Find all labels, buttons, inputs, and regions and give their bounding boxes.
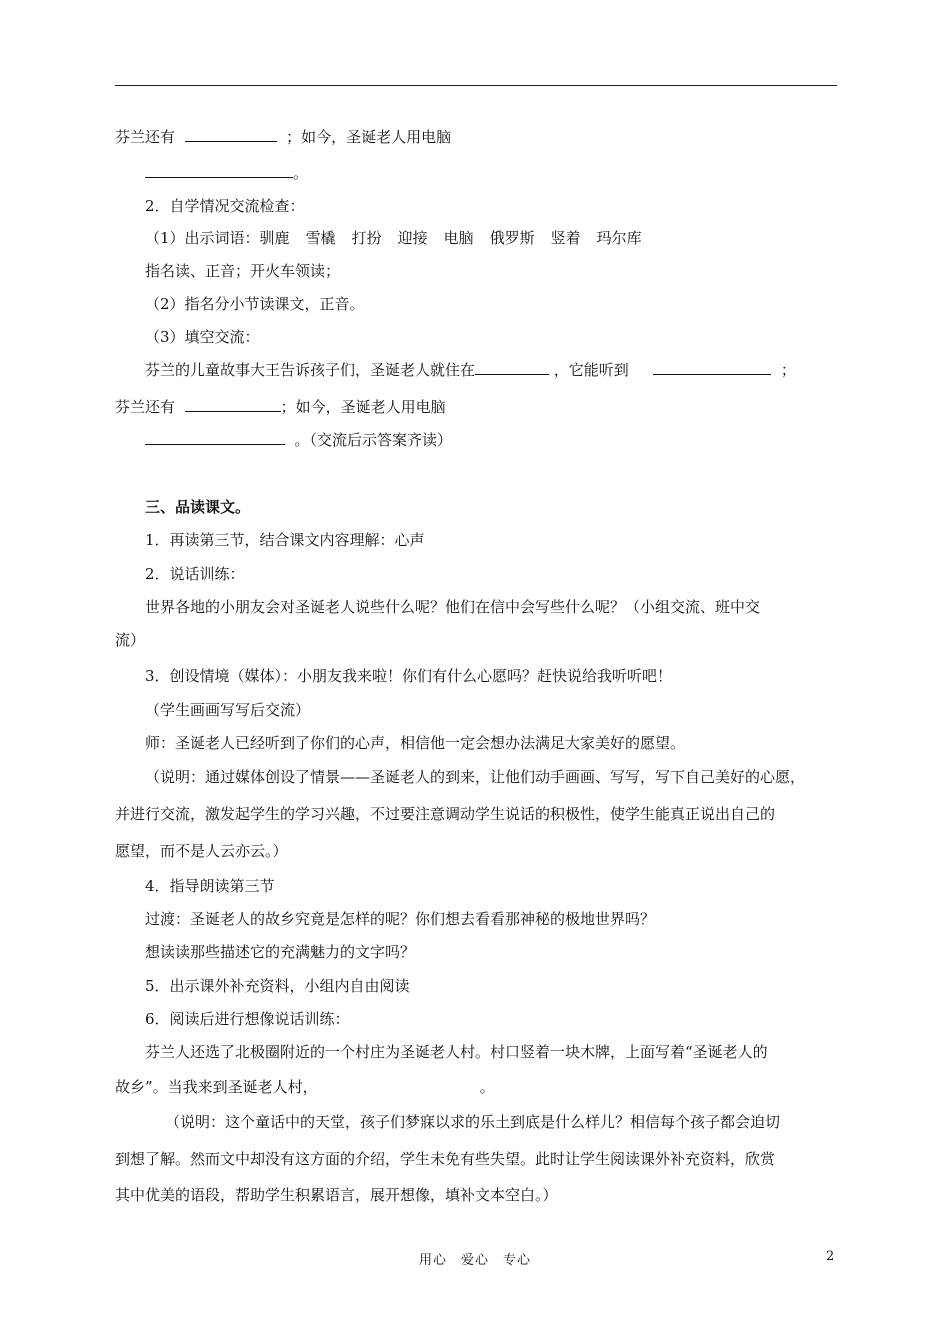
blank-field[interactable]	[145, 163, 293, 178]
text-line: 2．说话训练：	[145, 565, 245, 583]
text-line: 过渡：圣诞老人的故乡究竟是怎样的呢？你们想去看看那神秘的极地世界吗？	[145, 910, 656, 928]
text-line: 指名读、正音；开火车领读；	[145, 262, 341, 280]
text-line: 6．阅读后进行想像说话训练：	[145, 1010, 350, 1028]
text-line: 1．再读第三节，结合课文内容理解：心声	[145, 531, 425, 549]
text-line: 芬兰人还选了北极圈附近的一个村庄为圣诞老人村。村口竖着一块木牌，上面写着“圣诞老人的	[145, 1043, 768, 1061]
blank-field[interactable]	[185, 127, 277, 142]
vocab-line: （1）出示词语：驯鹿 雪橇 打扮 迎接 电脑 俄罗斯 竖着 玛尔库	[145, 229, 642, 247]
text-line: （2）指名分小节读课文，正音。	[145, 295, 365, 313]
note-line: （说明：这个童话中的天堂，孩子们梦寐以求的乐土到底是什么样儿？相信每个孩子都会迫切	[165, 1113, 781, 1131]
note-line: 并进行交流，激发起学生的学习兴趣，不过要注意调动学生说话的积极性，使学生能真正说出自己的	[115, 805, 776, 823]
line-computer-blank: 。	[145, 163, 308, 183]
note-line: （说明：通过媒体创设了情景——圣诞老人的到来，让他们动手画画、写写，写下自己美好的心愿，	[145, 768, 806, 786]
line-finland-1: 芬兰还有 ；如今，圣诞老人用电脑	[115, 128, 452, 146]
text-line: 师：圣诞老人已经听到了你们的心声，相信他一定会想办法满足大家美好的愿望。	[145, 734, 686, 752]
fill-blank-line-3: 。（交流后示答案齐读）	[145, 430, 452, 450]
text-line: 3．创设情境（媒体）：小朋友我来啦！你们有什么心愿吗？赶快说给我听听吧！	[145, 667, 673, 685]
text-line: 4．指导朗读第三节	[145, 877, 275, 895]
section-heading-3: 三、品读课文。	[145, 498, 251, 516]
text-line: 5．出示课外补充资料，小组内自由阅读	[145, 977, 410, 995]
note-line: 其中优美的语段，帮助学生积累语言，展开想像，填补文本空白。）	[115, 1186, 558, 1204]
page-number: 2	[826, 1249, 835, 1264]
fill-blank-line-4: 故乡”。当我来到圣诞老人村， 。	[115, 1078, 495, 1096]
blank-field[interactable]	[475, 360, 549, 375]
header-rule	[115, 85, 837, 86]
note-line: 愿望，而不是人云亦云。）	[115, 842, 288, 860]
fill-blank-line-2: 芬兰还有 ；如今，圣诞老人用电脑	[115, 398, 446, 416]
text-line: 想读读那些描述它的充满魅力的文字吗？	[145, 943, 416, 961]
text-line: 世界各地的小朋友会对圣诞老人说些什么呢？他们在信中会写些什么呢？（小组交流、班中交	[145, 598, 761, 616]
text-line: （学生画画写写后交流）	[145, 701, 311, 719]
note-line: 到想了解。然而文中却没有这方面的介绍，学生未免有些失望。此时让学生阅读课外补充资料，欣赏	[115, 1150, 776, 1168]
text-line: （3）填空交流：	[145, 328, 260, 346]
blank-field[interactable]	[185, 397, 281, 412]
text-line: 流）	[115, 631, 146, 649]
fill-blank-line-1: 芬兰的儿童故事大王告诉孩子们，圣诞老人就住在 ，它能听到 ；	[145, 361, 796, 379]
page-footer: 用心 爱心 专心	[418, 1253, 531, 1268]
section-self-study: 2．自学情况交流检查：	[145, 197, 305, 215]
blank-field[interactable]	[653, 360, 771, 375]
blank-field[interactable]	[145, 430, 285, 445]
